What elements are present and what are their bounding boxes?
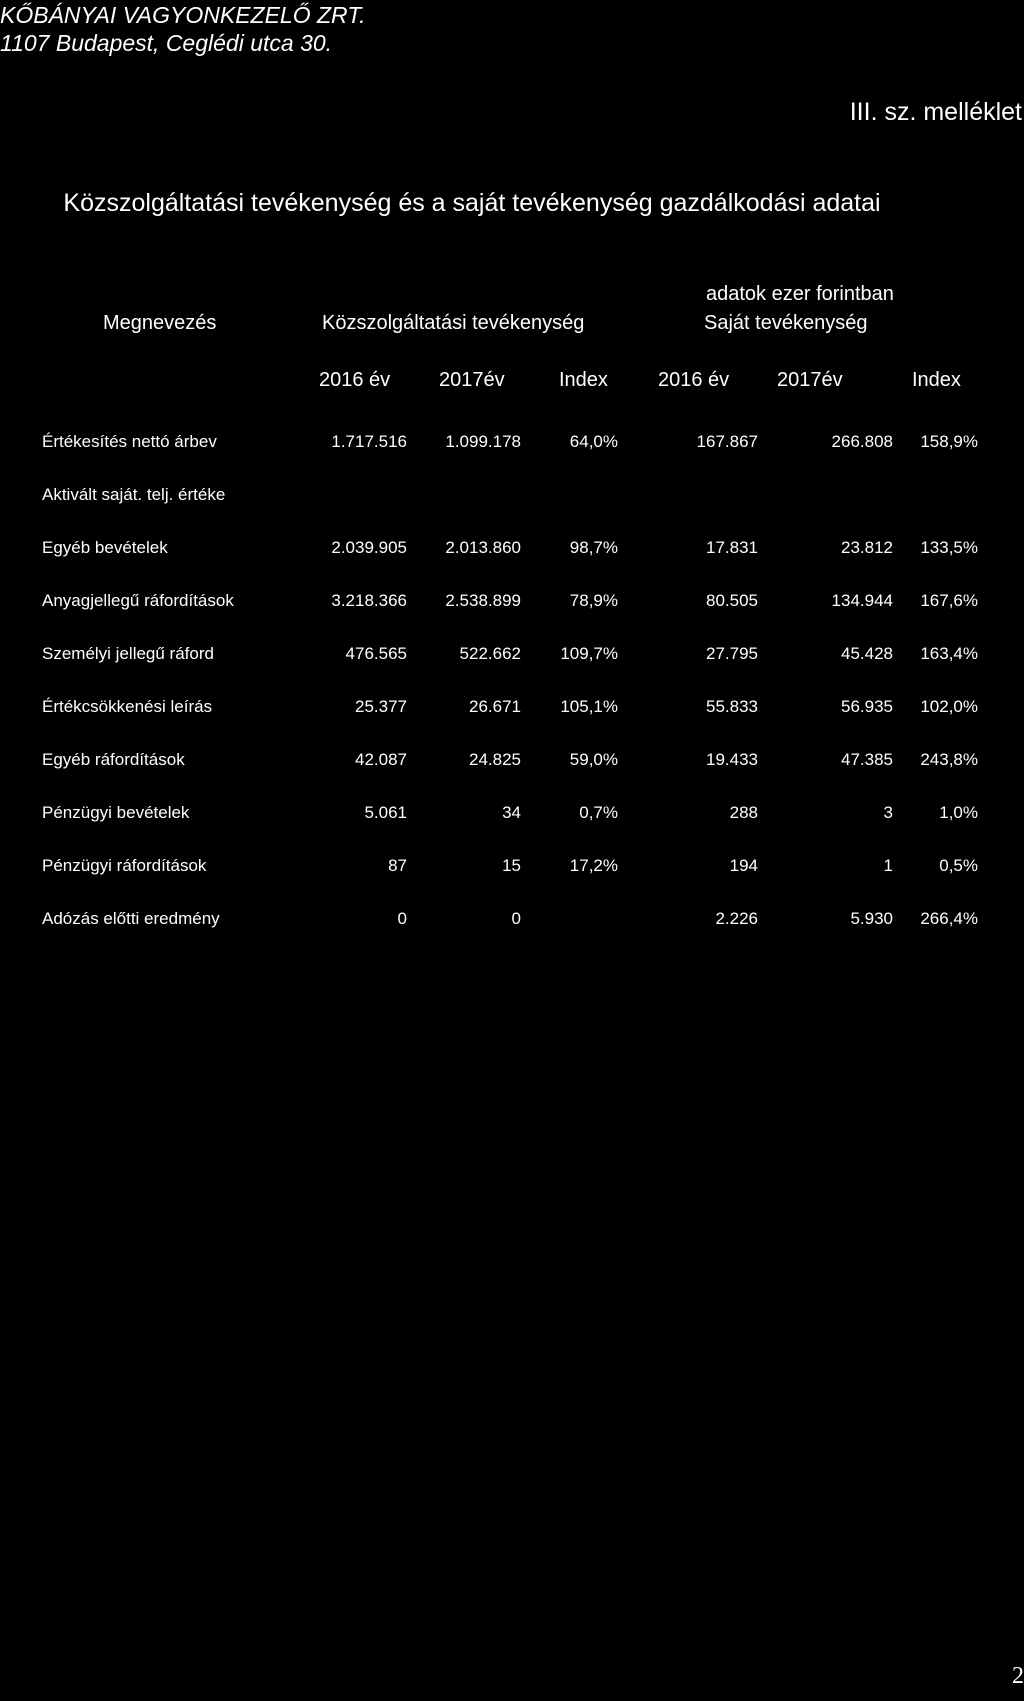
cell-value: 167,6%	[920, 591, 978, 610]
subheader-public-index: Index	[559, 369, 608, 391]
cell-value: 34	[502, 803, 521, 822]
table-row	[0, 526, 1024, 579]
cell-value: 1,0%	[939, 803, 978, 822]
document-title: Közszolgáltatási tevékenység és a saját tevékenység gazdálkodási adatai	[63, 189, 881, 217]
row-label: Aktivált saját. telj. értéke	[42, 485, 226, 504]
cell-value: 2.039.905	[331, 538, 407, 557]
cell-value: 59,0%	[569, 750, 618, 769]
cell-value: 158,9%	[920, 432, 978, 451]
cell-value: 2.226	[715, 909, 758, 928]
cell-value: 56.935	[841, 697, 893, 716]
cell-value: 133,5%	[920, 538, 978, 557]
cell-value: 102,0%	[920, 697, 978, 716]
cell-value: 0	[397, 909, 407, 928]
cell-value: 2.013.860	[445, 538, 521, 557]
cell-value: 15	[502, 856, 521, 875]
cell-value: 476.565	[345, 644, 407, 663]
row-label: Adózás előtti eredmény	[42, 909, 220, 928]
table-row	[0, 632, 1024, 685]
cell-value: 1.099.178	[445, 432, 521, 451]
table-row	[0, 420, 1024, 473]
subheader-public-2016: 2016 év	[319, 369, 391, 391]
page-number: 2	[1012, 1663, 1024, 1689]
row-label: Pénzügyi bevételek	[42, 803, 190, 822]
row-label: Anyagjellegű ráfordítások	[42, 591, 234, 610]
cell-value: 26.671	[469, 697, 521, 716]
financial-data-table	[0, 420, 1024, 950]
subheader-public-2017: 2017év	[439, 369, 505, 391]
column-header-name: Megnevezés	[103, 312, 217, 334]
cell-value: 266.808	[831, 432, 893, 451]
cell-value: 0,5%	[939, 856, 978, 875]
table-row	[0, 791, 1024, 844]
cell-value: 194	[729, 856, 758, 875]
cell-value: 47.385	[841, 750, 893, 769]
cell-value: 98,7%	[569, 538, 618, 557]
subheader-own-index: Index	[912, 369, 961, 391]
cell-value: 17.831	[706, 538, 758, 557]
cell-value: 167.867	[696, 432, 758, 451]
cell-value: 87	[388, 856, 407, 875]
subheader-own-2017: 2017év	[777, 369, 843, 391]
cell-value: 5.930	[850, 909, 893, 928]
cell-value: 0,7%	[579, 803, 618, 822]
table-row	[0, 685, 1024, 738]
unit-note: adatok ezer forintban	[706, 283, 894, 305]
table-row	[0, 579, 1024, 632]
cell-value: 17,2%	[569, 856, 618, 875]
table-row	[0, 844, 1024, 897]
cell-value: 266,4%	[920, 909, 978, 928]
cell-value: 1.717.516	[331, 432, 407, 451]
group-header-public-service: Közszolgáltatási tevékenység	[322, 312, 585, 334]
company-address: 1107 Budapest, Ceglédi utca 30.	[0, 30, 333, 56]
row-label: Pénzügyi ráfordítások	[42, 856, 207, 875]
cell-value: 25.377	[355, 697, 407, 716]
group-header-own-activity: Saját tevékenység	[704, 312, 868, 334]
subheader-own-2016: 2016 év	[658, 369, 730, 391]
cell-value: 3.218.366	[331, 591, 407, 610]
cell-value: 134.944	[831, 591, 893, 610]
cell-value: 163,4%	[920, 644, 978, 663]
cell-value: 19.433	[706, 750, 758, 769]
cell-value: 243,8%	[920, 750, 978, 769]
table-row	[0, 738, 1024, 791]
cell-value: 0	[511, 909, 521, 928]
cell-value: 42.087	[355, 750, 407, 769]
cell-value: 80.505	[706, 591, 758, 610]
company-name: KŐBÁNYAI VAGYONKEZELŐ ZRT.	[0, 2, 366, 28]
cell-value: 64,0%	[569, 432, 618, 451]
cell-value: 1	[883, 856, 893, 875]
cell-value: 45.428	[841, 644, 893, 663]
cell-value: 55.833	[706, 697, 758, 716]
row-label: Egyéb bevételek	[42, 538, 168, 557]
cell-value: 78,9%	[569, 591, 618, 610]
cell-value: 3	[883, 803, 893, 822]
cell-value: 109,7%	[560, 644, 618, 663]
cell-value: 23.812	[841, 538, 893, 557]
table-row	[0, 473, 1024, 526]
cell-value: 27.795	[706, 644, 758, 663]
cell-value: 105,1%	[560, 697, 618, 716]
cell-value: 2.538.899	[445, 591, 521, 610]
row-label: Értékesítés nettó árbev	[42, 432, 217, 451]
cell-value: 288	[729, 803, 758, 822]
annex-label: III. sz. melléklet	[849, 98, 1022, 126]
cell-value: 5.061	[364, 803, 407, 822]
table-row	[0, 897, 1024, 950]
row-label: Egyéb ráfordítások	[42, 750, 185, 769]
row-label: Értékcsökkenési leírás	[42, 697, 213, 716]
cell-value: 522.662	[459, 644, 521, 663]
row-label: Személyi jellegű ráford	[42, 644, 214, 663]
cell-value: 24.825	[469, 750, 521, 769]
